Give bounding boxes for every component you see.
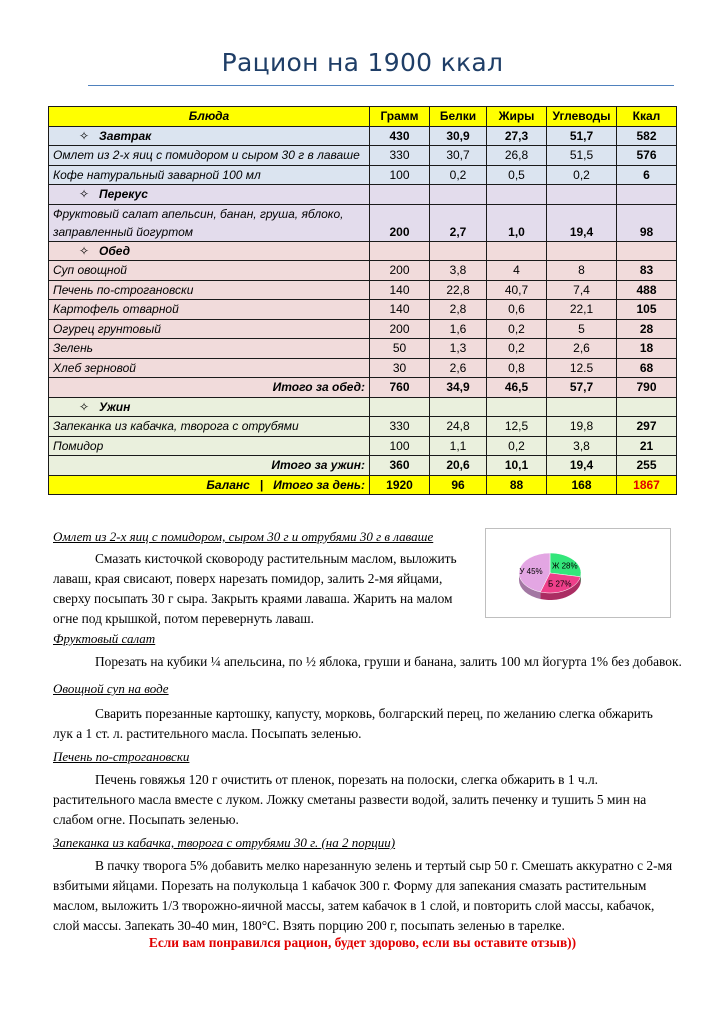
recipe-title-omelet: Омлет из 2-х яиц с помидором, сыром 30 г и отрубями 30 г в лаваше	[53, 529, 434, 544]
cell-kcal: 576	[617, 146, 677, 166]
balance-row	[49, 475, 677, 495]
recipe-title-casserole: Запеканка из кабачка, творога с отрубями 30 г. (на 2 порции)	[53, 835, 396, 850]
cell-grams: 330	[370, 146, 430, 166]
table-row	[49, 436, 677, 456]
table-row	[49, 146, 677, 166]
recipe-line: огне под крышкой, потом перевернуть лаваш.	[53, 611, 314, 626]
empty-cell	[430, 241, 487, 261]
table-row	[49, 339, 677, 359]
meal-name: Обед	[99, 243, 131, 258]
cell-carbs: 8	[547, 261, 617, 281]
cell-carbs: 5	[547, 319, 617, 339]
recipe-title-fruit-salad: Фруктовый салат	[53, 631, 156, 646]
empty-cell	[487, 185, 547, 205]
recipe-line: В пачку творога 5% добавить мелко нарезанную зелень и тертый сыр 50 г. Смешать аккуратно с 2-мя	[95, 858, 673, 873]
footer-note: Если вам понравился рацион, будет здорово, если вы оставите отзыв))	[148, 935, 577, 950]
cell-grams: 200	[370, 204, 430, 241]
cell-protein: 1,3	[430, 339, 487, 359]
cell-kcal: 488	[617, 280, 677, 300]
cell-grams: 100	[370, 436, 430, 456]
recipe-line: растительного масла вместе с луком. Ложку сметаны развести водой, залить печенку и тушить 5 мин на	[53, 792, 647, 807]
recipe-line: слабом огне. Посыпать зеленью.	[53, 812, 239, 827]
cell-carbs: 168	[547, 475, 617, 495]
cell-protein: 24,8	[430, 417, 487, 437]
cell-fat: 0,8	[487, 358, 547, 378]
recipe-line: Смазать кисточкой сковороду растительным маслом, выложить	[95, 551, 457, 566]
cell-fat: 0,6	[487, 300, 547, 320]
cell-fat: 27,3	[487, 126, 547, 146]
cell-carbs: 0,2	[547, 165, 617, 185]
diamond-icon: ✧	[79, 243, 90, 258]
recipe-line: лук а 1 ст. л. растительного масла. Посыпать зеленью.	[53, 726, 362, 741]
page-title: Рацион на 1900 ккал	[221, 48, 504, 77]
table-row	[49, 204, 677, 241]
cell-kcal: 1867	[617, 475, 677, 495]
cell-kcal: 98	[617, 204, 677, 241]
recipe-title-soup: Овощной суп на воде	[53, 681, 169, 696]
diamond-icon: ✧	[79, 399, 90, 414]
cell-grams: 330	[370, 417, 430, 437]
macro-pie-chart	[485, 528, 671, 618]
table-row	[49, 319, 677, 339]
header-protein: Белки	[430, 107, 487, 127]
cell-kcal: 28	[617, 319, 677, 339]
table-row	[49, 417, 677, 437]
empty-cell	[370, 185, 430, 205]
cell-grams: 50	[370, 339, 430, 359]
cell-fat: 0,5	[487, 165, 547, 185]
dinner-total-row	[49, 456, 677, 476]
cell-dish: Печень по-строгановски	[49, 280, 370, 300]
cell-protein: 20,6	[430, 456, 487, 476]
cell-kcal: 255	[617, 456, 677, 476]
cell-protein: 2,7	[430, 204, 487, 241]
cell-grams: 430	[370, 126, 430, 146]
lunch-header-row	[49, 241, 677, 261]
table-header-row	[49, 107, 677, 127]
pie-label-Б: Б 27%	[548, 579, 572, 589]
empty-cell	[617, 185, 677, 205]
cell-carbs: 51,5	[547, 146, 617, 166]
cell-dish	[49, 204, 370, 241]
menu-table	[48, 106, 677, 495]
table-row	[49, 280, 677, 300]
cell-dish: Запеканка из кабачка, творога с отрубями	[49, 417, 370, 437]
recipe-line: сверху посыпать 30 г сыра. Закрыть краями лаваша. Жарить на малом	[53, 591, 453, 606]
cell-kcal: 582	[617, 126, 677, 146]
title-underline	[88, 85, 674, 86]
empty-cell	[547, 241, 617, 261]
cell-kcal: 68	[617, 358, 677, 378]
dish-line: Фруктовый салат апельсин, банан, груша, яблоко,	[53, 206, 344, 221]
cell-kcal: 18	[617, 339, 677, 359]
recipe-line: лаваш, края свисают, поверх нарезать помидор, залить 2-мя яйцами,	[53, 571, 443, 586]
cell-fat: 88	[487, 475, 547, 495]
cell-protein: 34,9	[430, 378, 487, 398]
cell-protein: 30,9	[430, 126, 487, 146]
table-row	[49, 261, 677, 281]
cell-fat: 46,5	[487, 378, 547, 398]
pie-label-У: У 45%	[519, 567, 543, 577]
cell-carbs: 51,7	[547, 126, 617, 146]
cell-fat: 1,0	[487, 204, 547, 241]
cell-protein: 30,7	[430, 146, 487, 166]
cell-kcal: 83	[617, 261, 677, 281]
cell-dish: Суп овощной	[49, 261, 370, 281]
recipe-title-liver: Печень по-строгановски	[53, 749, 190, 764]
meal-name: Завтрак	[99, 128, 152, 143]
diamond-icon: ✧	[79, 128, 90, 143]
cell-protein: 3,8	[430, 261, 487, 281]
cell-fat: 4	[487, 261, 547, 281]
empty-cell	[487, 241, 547, 261]
header-carbs: Углеводы	[547, 107, 617, 127]
cell-kcal: 105	[617, 300, 677, 320]
header-kcal: Ккал	[617, 107, 677, 127]
cell-carbs: 57,7	[547, 378, 617, 398]
recipe-text-liver	[53, 770, 693, 830]
cell-carbs: 19,8	[547, 417, 617, 437]
recipe-line: Порезать на кубики ¼ апельсина, по ½ яблока, груши и банана, залить 100 мл йогурта 1% без добавок.	[95, 654, 682, 669]
meal-name: Ужин	[99, 399, 131, 414]
cell-protein: 1,6	[430, 319, 487, 339]
pie-label-Ж: Ж 28%	[551, 561, 578, 571]
recipe-text-omelet	[53, 549, 473, 629]
cell-protein: 2,6	[430, 358, 487, 378]
recipe-line: Сварить порезанные картошку, капусту, морковь, болгарский перец, по желанию слегка обжарить	[95, 706, 653, 721]
recipe-line: взбитыми яйцами. Порезать на полукольца 1 кабачок 300 г. Форму для запекания смазать растительным	[53, 878, 647, 893]
cell-grams: 360	[370, 456, 430, 476]
cell-protein: 22,8	[430, 280, 487, 300]
cell-dish: Зелень	[49, 339, 370, 359]
cell-grams: 1920	[370, 475, 430, 495]
cell-fat: 40,7	[487, 280, 547, 300]
recipe-line: маслом, выложить 1/3 творожно-яичной массы, затем кабачок в 1 слой, и повторить слой массы, кабачок,	[53, 898, 655, 913]
empty-cell	[547, 185, 617, 205]
cell-grams: 140	[370, 280, 430, 300]
empty-cell	[370, 397, 430, 417]
cell-grams: 760	[370, 378, 430, 398]
meal-label-lunch	[49, 241, 370, 261]
cell-fat: 0,2	[487, 319, 547, 339]
cell-dish: Омлет из 2-х яиц с помидором и сыром 30 г в лаваше	[49, 146, 370, 166]
cell-protein: 2,8	[430, 300, 487, 320]
empty-cell	[370, 241, 430, 261]
recipe-text-fruit-salad	[53, 652, 693, 672]
recipe-line: слой массы. Запекать 30-40 мин, 180°С. Взять порцию 200 г, посыпать зеленью в тарелке.	[53, 918, 565, 933]
recipe-line: Печень говяжья 120 г очистить от пленок, порезать на полоски, слегка обжарить в 1 ч.л.	[95, 772, 599, 787]
dinner-header-row	[49, 397, 677, 417]
cell-grams: 140	[370, 300, 430, 320]
diamond-icon: ✧	[79, 187, 90, 202]
cell-carbs: 19,4	[547, 204, 617, 241]
empty-cell	[617, 241, 677, 261]
header-fat: Жиры	[487, 107, 547, 127]
table-row	[49, 165, 677, 185]
cell-protein: 96	[430, 475, 487, 495]
cell-fat: 26,8	[487, 146, 547, 166]
balance-label: Баланс | Итого за день:	[49, 475, 370, 495]
cell-carbs: 2,6	[547, 339, 617, 359]
snack-header-row	[49, 185, 677, 205]
cell-grams: 100	[370, 165, 430, 185]
cell-carbs: 22,1	[547, 300, 617, 320]
total-label: Итого за обед:	[49, 378, 370, 398]
total-label: Итого за ужин:	[49, 456, 370, 476]
meal-label-dinner	[49, 397, 370, 417]
pie-svg	[486, 529, 670, 617]
empty-cell	[617, 397, 677, 417]
empty-cell	[547, 397, 617, 417]
cell-fat: 0,2	[487, 436, 547, 456]
cell-dish: Кофе натуральный заварной 100 мл	[49, 165, 370, 185]
cell-kcal: 6	[617, 165, 677, 185]
lunch-total-row	[49, 378, 677, 398]
cell-grams: 200	[370, 319, 430, 339]
cell-carbs: 3,8	[547, 436, 617, 456]
cell-fat: 0,2	[487, 339, 547, 359]
meal-name: Перекус	[99, 187, 148, 202]
breakfast-header-row	[49, 126, 677, 146]
cell-carbs: 7,4	[547, 280, 617, 300]
cell-grams: 200	[370, 261, 430, 281]
cell-protein: 0,2	[430, 165, 487, 185]
cell-dish: Хлеб зерновой	[49, 358, 370, 378]
recipe-text-soup	[53, 704, 693, 744]
table-row	[49, 300, 677, 320]
cell-kcal: 790	[617, 378, 677, 398]
meal-label-breakfast	[49, 126, 370, 146]
cell-grams: 30	[370, 358, 430, 378]
cell-dish: Помидор	[49, 436, 370, 456]
header-grams: Грамм	[370, 107, 430, 127]
cell-carbs: 19,4	[547, 456, 617, 476]
dish-line: заправленный йогуртом	[53, 224, 193, 239]
cell-protein: 1,1	[430, 436, 487, 456]
table-row	[49, 358, 677, 378]
recipe-text-casserole	[53, 856, 693, 936]
cell-carbs: 12.5	[547, 358, 617, 378]
cell-fat: 10,1	[487, 456, 547, 476]
empty-cell	[487, 397, 547, 417]
cell-kcal: 21	[617, 436, 677, 456]
empty-cell	[430, 185, 487, 205]
cell-dish: Картофель отварной	[49, 300, 370, 320]
meal-label-snack	[49, 185, 370, 205]
header-dishes: Блюда	[49, 107, 370, 127]
empty-cell	[430, 397, 487, 417]
cell-kcal: 297	[617, 417, 677, 437]
cell-fat: 12,5	[487, 417, 547, 437]
cell-dish: Огурец грунтовый	[49, 319, 370, 339]
